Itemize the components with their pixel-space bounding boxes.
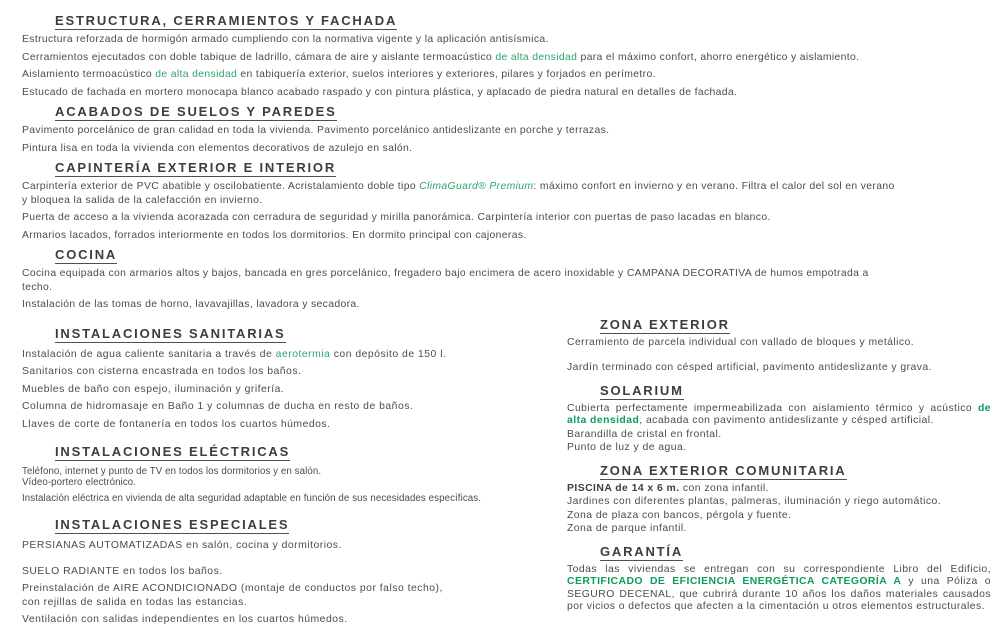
section-heading	[600, 383, 991, 400]
text-run: Cerramientos ejecutados con doble tabique de ladrillo, cámara de aire y aislante termoacústico	[22, 52, 495, 63]
text-run: para el máximo confort, ahorro energético y aislamiento.	[577, 52, 859, 63]
text-run: Muebles de baño con espejo, iluminación y grifería.	[22, 384, 284, 395]
paragraph	[22, 365, 547, 378]
paragraph	[567, 496, 991, 509]
text-run: Estructura reforzada de hormigón armado cumpliendo con la normativa vigente y la aplicación antisísmica.	[22, 34, 549, 45]
paragraph	[22, 211, 991, 225]
section-heading	[600, 463, 991, 480]
paragraph	[22, 418, 547, 431]
section-heading	[600, 544, 991, 561]
text-run: con depósito de 150 l.	[330, 349, 446, 360]
text-run: , acabada con pavimento antideslizante y césped artificial.	[639, 415, 934, 426]
section-heading	[55, 444, 547, 461]
text-run: Instalación de las tomas de horno, lavavajillas, lavadora y secadora.	[22, 299, 360, 310]
section-heading-text: CAPINTERÍA EXTERIOR E INTERIOR	[55, 160, 336, 177]
text-run: SUELO RADIANTE en todos los baños.	[22, 566, 223, 577]
paragraph	[22, 229, 991, 243]
paragraph	[567, 429, 991, 442]
paragraph	[22, 400, 547, 413]
text-run: Pintura lisa en toda la vivienda con elementos decorativos de azulejo en salón.	[22, 143, 412, 154]
section-sanitarias	[22, 326, 547, 431]
text-run: Pavimento porcelánico de gran calidad en toda la vivienda. Pavimento porcelánico antideslizante en porche y terrazas.	[22, 125, 609, 136]
paragraph	[22, 565, 547, 578]
paragraph	[22, 539, 547, 552]
section-heading	[55, 160, 991, 177]
text-run: Cerramiento de parcela individual con vallado de bloques y metálico.	[567, 337, 914, 348]
paragraph	[567, 337, 991, 350]
highlighted-text-run: de alta densidad	[567, 403, 991, 427]
section-heading-text: ZONA EXTERIOR	[600, 317, 730, 334]
paragraph	[22, 68, 991, 82]
text-run: : máximo confort en invierno y en verano. Filtra el calor del sol en verano	[533, 181, 894, 192]
paragraph	[22, 124, 991, 138]
text-run: Estucado de fachada en mortero monocapa blanco acabado raspado y con pintura plástica, y aplacado de piedra natural en detalles de fachada.	[22, 87, 737, 98]
section-heading-text: COCINA	[55, 247, 117, 264]
paragraph	[22, 466, 547, 478]
section-cocina	[22, 247, 991, 312]
section-heading-text: INSTALACIONES ESPECIALES	[55, 517, 289, 534]
section-heading-text: INSTALACIONES ELÉCTRICAS	[55, 444, 290, 461]
text-run: Vídeo-portero electrónico.	[22, 477, 136, 488]
paragraph	[22, 33, 991, 47]
text-run: Barandilla de cristal en frontal.	[567, 429, 722, 440]
paragraph	[567, 564, 991, 614]
section-heading-text: GARANTÍA	[600, 544, 683, 561]
section-heading	[55, 326, 547, 343]
section-estructura	[22, 13, 991, 99]
section-capinteria	[22, 160, 991, 242]
section-electricas	[22, 444, 547, 505]
text-run: Instalación de agua caliente sanitaria a través de	[22, 349, 276, 360]
paragraph	[22, 596, 547, 609]
paragraph	[567, 510, 991, 523]
section-garantia	[567, 544, 991, 614]
section-heading	[55, 517, 547, 534]
full-width-sections	[22, 13, 991, 312]
text-run: Cubierta perfectamente impermeabilizada con aislamiento térmico y acústico	[567, 403, 978, 414]
paragraph	[22, 142, 991, 156]
text-run: techo.	[22, 282, 52, 293]
section-acabados	[22, 104, 991, 155]
paragraph	[22, 348, 547, 361]
highlighted-text-run: CERTIFICADO DE EFICIENCIA ENERGÉTICA CATEGORÍA A	[567, 576, 901, 587]
text-run: Carpintería exterior de PVC abatible y oscilobatiente. Acristalamiento doble tipo	[22, 181, 419, 192]
text-run: Columna de hidromasaje en Baño 1 y columnas de ducha en resto de baños.	[22, 401, 413, 412]
text-run: Puerta de acceso a la vivienda acorazada con cerradura de seguridad y mirilla panorámica. Carpintería interior con puertas de paso lacadas en blanco.	[22, 212, 771, 223]
right-column	[567, 317, 991, 639]
section-zona-exterior	[567, 317, 991, 375]
text-run: Zona de parque infantil.	[567, 523, 687, 534]
two-column-area	[22, 317, 991, 639]
section-heading	[55, 13, 991, 30]
section-heading-text: ESTRUCTURA, CERRAMIENTOS Y FACHADA	[55, 13, 397, 30]
text-run: Sanitarios con cisterna encastrada en todos los baños.	[22, 366, 301, 377]
text-run: y bloquea la salida de la calefacción en invierno.	[22, 195, 262, 206]
paragraph	[567, 442, 991, 455]
text-run: Punto de luz y de agua.	[567, 442, 687, 453]
text-run: PERSIANAS AUTOMATIZADAS en salón, cocina y dormitorios.	[22, 540, 342, 551]
section-heading-text: INSTALACIONES SANITARIAS	[55, 326, 286, 343]
text-run: con rejillas de salida en todas las estancias.	[22, 597, 247, 608]
left-column	[22, 317, 547, 639]
highlighted-text-run: PISCINA de 14 x 6 m.	[567, 483, 680, 494]
text-run: Jardín terminado con césped artificial, pavimento antideslizante y grava.	[567, 362, 932, 373]
section-heading-text: ACABADOS DE SUELOS Y PAREDES	[55, 104, 337, 121]
highlighted-text-run: de alta densidad	[495, 52, 577, 63]
paragraph	[22, 477, 547, 489]
text-run: con zona infantil.	[680, 483, 769, 494]
paragraph	[22, 298, 991, 312]
paragraph	[22, 613, 547, 626]
paragraph	[22, 582, 547, 595]
highlighted-text-run: de alta densidad	[155, 69, 237, 80]
text-run: Preinstalación de AIRE ACONDICIONADO (montaje de conductos por falso techo),	[22, 583, 443, 594]
text-run: Instalación eléctrica en vivienda de alta seguridad adaptable en función de sus necesidades específicas.	[22, 493, 481, 504]
text-run: Llaves de corte de fontanería en todos los cuartos húmedos.	[22, 419, 331, 430]
section-heading	[55, 104, 991, 121]
paragraph	[22, 51, 991, 65]
text-run: Armarios lacados, forrados interiormente en todos los dormitorios. En dormito principal con cajoneras.	[22, 230, 527, 241]
text-run: Todas las viviendas se entregan con su correspondiente Libro del Edificio,	[567, 564, 991, 575]
paragraph	[567, 483, 991, 496]
section-heading	[55, 247, 991, 264]
section-especiales	[22, 517, 547, 626]
text-run: en tabiquería exterior, suelos interiores y exteriores, pilares y forjados en perímetro.	[237, 69, 656, 80]
paragraph	[22, 180, 991, 207]
section-heading	[600, 317, 991, 334]
text-run: Zona de plaza con bancos, pérgola y fuente.	[567, 510, 791, 521]
section-zona-exterior-comunitaria	[567, 463, 991, 536]
section-heading-text: SOLARIUM	[600, 383, 684, 400]
section-heading-text: ZONA EXTERIOR COMUNITARIA	[600, 463, 847, 480]
text-run: Jardines con diferentes plantas, palmeras, iluminación y riego automático.	[567, 496, 941, 507]
paragraph	[567, 523, 991, 536]
paragraph	[22, 267, 991, 294]
text-run: Teléfono, internet y punto de TV en todos los dormitorios y en salón.	[22, 466, 321, 477]
text-run: Cocina equipada con armarios altos y bajos, bancada en gres porcelánico, fregadero bajo encimera de acero inoxidable y CAMPANA DECORATIVA de humos empotrada a	[22, 268, 869, 279]
text-run: Ventilación con salidas independientes en los cuartos húmedos.	[22, 614, 348, 625]
highlighted-text-run: ClimaGuard® Premium	[419, 181, 533, 192]
text-run: Aislamiento termoacústico	[22, 69, 155, 80]
text-run: y una Póliza o SEGURO DECENAL, que cubrirá durante 10 años los daños materiales causados por vicios o defectos que afecten a la cimentación u otros elementos estructurales.	[567, 576, 991, 612]
paragraph	[567, 403, 991, 428]
highlighted-text-run: aerotermia	[276, 349, 331, 360]
paragraph	[22, 86, 991, 100]
paragraph	[22, 383, 547, 396]
section-solarium	[567, 383, 991, 455]
paragraph	[22, 493, 547, 505]
paragraph	[567, 362, 991, 375]
